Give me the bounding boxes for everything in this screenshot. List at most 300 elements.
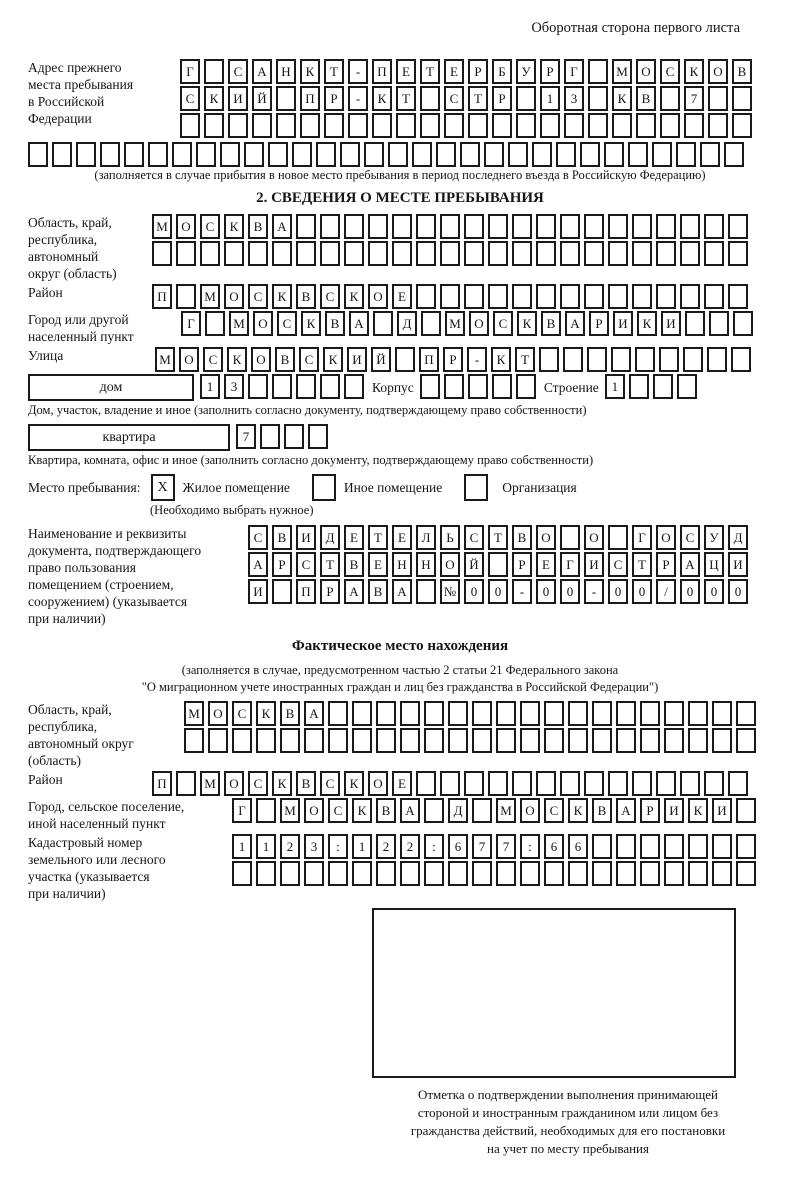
char-box: [416, 214, 436, 239]
registration-mark-caption: Отметка о подтверждении выполнения принимающей стороной и иностранным гражданином или лицом без гражданства действий, необходимых для его постановки на учет по месту пребывания: [410, 1087, 726, 1156]
dwelling-checkbox: X: [151, 474, 175, 501]
char-box: [516, 86, 536, 111]
char-box: [512, 241, 532, 266]
char-box: [320, 374, 340, 399]
document-label: Наименование и реквизиты документа, подтверждающего право пользования помещением (строением, сооружением) (указывается при наличии): [28, 526, 202, 626]
char-box: [176, 241, 196, 266]
char-box: С: [232, 701, 252, 726]
region-row: [28, 214, 772, 282]
char-box: [416, 771, 436, 796]
char-box: [420, 86, 440, 111]
char-box: 1: [605, 374, 625, 399]
char-box: [496, 701, 516, 726]
char-box: [540, 113, 560, 138]
char-box: С: [277, 311, 297, 336]
char-box: [204, 113, 224, 138]
char-box: Т: [515, 347, 535, 372]
document-cells: [248, 525, 752, 606]
char-box: [328, 701, 348, 726]
char-box: [632, 241, 652, 266]
char-box: В: [296, 284, 316, 309]
dwelling-option-label: Жилое помещение: [182, 480, 290, 495]
char-box: [677, 374, 697, 399]
char-box: [400, 701, 420, 726]
char-box: К: [612, 86, 632, 111]
char-box: [412, 142, 432, 167]
char-box: О: [253, 311, 273, 336]
char-box: [232, 728, 252, 753]
char-box: [52, 142, 72, 167]
char-box: [444, 374, 464, 399]
char-box: [664, 834, 684, 859]
char-box: [664, 861, 684, 886]
char-box: О: [440, 552, 460, 577]
char-box: С: [248, 284, 268, 309]
char-box: Т: [420, 59, 440, 84]
structure-cells: [605, 374, 701, 399]
char-box: [728, 284, 748, 309]
char-box: [424, 728, 444, 753]
char-box: [656, 771, 676, 796]
char-box: С: [680, 525, 700, 550]
char-box: 1: [352, 834, 372, 859]
char-box: 0: [560, 579, 580, 604]
char-box: Г: [560, 552, 580, 577]
char-box: -: [348, 86, 368, 111]
char-box: [608, 284, 628, 309]
char-box: [472, 701, 492, 726]
other-premises-option-label: Иное помещение: [343, 480, 443, 495]
char-box: [616, 834, 636, 859]
char-box: [352, 701, 372, 726]
char-box: К: [256, 701, 276, 726]
previous-address-row-4: [28, 142, 772, 167]
char-box: [688, 728, 708, 753]
char-box: [560, 771, 580, 796]
char-box: О: [224, 771, 244, 796]
char-box: Е: [368, 552, 388, 577]
char-box: [728, 214, 748, 239]
char-box: [560, 214, 580, 239]
char-box: [688, 834, 708, 859]
char-box: С: [228, 59, 248, 84]
char-box: [460, 142, 480, 167]
char-box: [560, 241, 580, 266]
char-box: 0: [632, 579, 652, 604]
char-box: [736, 834, 756, 859]
char-box: [632, 284, 652, 309]
char-box: [520, 728, 540, 753]
char-box: [252, 113, 272, 138]
char-box: К: [637, 311, 657, 336]
char-box: С: [464, 525, 484, 550]
char-box: [248, 374, 268, 399]
char-box: [592, 834, 612, 859]
char-box: 3: [304, 834, 324, 859]
char-box: И: [661, 311, 681, 336]
char-box: :: [424, 834, 444, 859]
char-box: [516, 374, 536, 399]
char-box: А: [400, 798, 420, 823]
char-box: [708, 86, 728, 111]
char-box: [200, 241, 220, 266]
char-box: А: [349, 311, 369, 336]
apartment-number-cells: [236, 424, 332, 449]
char-box: 0: [680, 579, 700, 604]
char-box: П: [152, 771, 172, 796]
char-box: А: [392, 579, 412, 604]
char-box: Д: [728, 525, 748, 550]
previous-address-row-2: [180, 86, 756, 111]
city-label: Город или другой населенный пункт: [28, 312, 134, 344]
char-box: С: [444, 86, 464, 111]
char-box: Т: [468, 86, 488, 111]
char-box: [685, 311, 705, 336]
street-row: [28, 347, 772, 372]
char-box: [632, 214, 652, 239]
char-box: Л: [416, 525, 436, 550]
char-box: [344, 214, 364, 239]
char-box: [348, 113, 368, 138]
fact-region-label: Область, край, республика, автономный округ (область): [28, 702, 134, 768]
char-box: Г: [180, 59, 200, 84]
char-box: П: [372, 59, 392, 84]
apartment-note: Квартира, комната, офис и иное (заполнить согласно документу, подтверждающему право собственности): [28, 453, 594, 467]
previous-address-note: (заполняется в случае прибытия в новое место пребывания в период последнего въезда в Российскую Федерацию): [94, 168, 706, 182]
char-box: 1: [256, 834, 276, 859]
char-box: [704, 214, 724, 239]
char-box: [416, 284, 436, 309]
char-box: [224, 241, 244, 266]
char-box: [392, 241, 412, 266]
char-box: Р: [492, 86, 512, 111]
char-box: [608, 214, 628, 239]
char-box: В: [592, 798, 612, 823]
char-box: [676, 142, 696, 167]
char-box: [300, 113, 320, 138]
char-box: [640, 728, 660, 753]
char-box: А: [565, 311, 585, 336]
actual-location-note-1: (заполняется в случае, предусмотренном частью 2 статьи 21 Федерального закона: [181, 663, 619, 677]
char-box: [580, 142, 600, 167]
char-box: М: [184, 701, 204, 726]
char-box: Н: [392, 552, 412, 577]
district-row: [28, 284, 772, 309]
char-box: У: [704, 525, 724, 550]
char-box: В: [512, 525, 532, 550]
char-box: С: [320, 284, 340, 309]
char-box: [680, 284, 700, 309]
char-box: [205, 311, 225, 336]
char-box: К: [227, 347, 247, 372]
char-box: Р: [320, 579, 340, 604]
char-box: [272, 241, 292, 266]
char-box: [616, 728, 636, 753]
char-box: И: [664, 798, 684, 823]
char-box: [280, 728, 300, 753]
char-box: К: [372, 86, 392, 111]
char-box: Г: [181, 311, 201, 336]
char-box: [208, 728, 228, 753]
char-box: К: [517, 311, 537, 336]
char-box: О: [656, 525, 676, 550]
char-box: О: [208, 701, 228, 726]
char-box: [448, 701, 468, 726]
char-box: О: [224, 284, 244, 309]
char-box: Е: [344, 525, 364, 550]
char-box: [424, 701, 444, 726]
char-box: [176, 284, 196, 309]
char-box: Ц: [704, 552, 724, 577]
char-box: О: [368, 284, 388, 309]
char-box: -: [512, 579, 532, 604]
organization-option-label: Организация: [502, 480, 577, 495]
char-box: [544, 701, 564, 726]
char-box: [640, 701, 660, 726]
char-box: [712, 701, 732, 726]
char-box: К: [301, 311, 321, 336]
char-box: [680, 214, 700, 239]
char-box: [260, 424, 280, 449]
char-box: [396, 113, 416, 138]
char-box: [612, 113, 632, 138]
char-box: М: [200, 284, 220, 309]
char-box: [608, 771, 628, 796]
char-box: С: [299, 347, 319, 372]
char-box: [395, 347, 415, 372]
char-box: Т: [396, 86, 416, 111]
char-box: [704, 284, 724, 309]
char-box: Т: [368, 525, 388, 550]
char-box: [584, 771, 604, 796]
char-box: С: [248, 525, 268, 550]
house-note: Дом, участок, владение и иное (заполнить согласно документу, подтверждающему право собственности): [28, 403, 587, 417]
char-box: [272, 374, 292, 399]
char-box: [316, 142, 336, 167]
char-box: 0: [728, 579, 748, 604]
registration-mark-area: [370, 908, 766, 1158]
char-box: [724, 142, 744, 167]
char-box: [564, 113, 584, 138]
cadastral-label: Кадастровый номер земельного или лесного участка (указывается при наличии): [28, 835, 166, 901]
char-box: Е: [444, 59, 464, 84]
char-box: Р: [468, 59, 488, 84]
char-box: П: [300, 86, 320, 111]
char-box: [176, 771, 196, 796]
char-box: [544, 728, 564, 753]
char-box: [736, 701, 756, 726]
char-box: [448, 728, 468, 753]
char-box: [635, 347, 655, 372]
char-box: О: [469, 311, 489, 336]
char-box: К: [568, 798, 588, 823]
document-row-1: [248, 525, 752, 550]
char-box: А: [248, 552, 268, 577]
char-box: [563, 347, 583, 372]
char-box: [632, 771, 652, 796]
char-box: О: [304, 798, 324, 823]
char-box: [680, 241, 700, 266]
char-box: [424, 798, 444, 823]
actual-location-note-2: "О миграционном учете иностранных граждан и лиц без гражданства в Российской Федерации"): [141, 680, 659, 694]
char-box: [373, 311, 393, 336]
apartment-row: [28, 424, 772, 451]
char-box: Й: [464, 552, 484, 577]
region-label: Область, край, республика, автономный округ (область): [28, 215, 117, 281]
char-box: [732, 86, 752, 111]
document-row-3: [248, 579, 752, 604]
previous-address-cells: [180, 59, 756, 140]
char-box: О: [368, 771, 388, 796]
char-box: 7: [684, 86, 704, 111]
char-box: К: [684, 59, 704, 84]
char-box: В: [280, 701, 300, 726]
char-box: Р: [656, 552, 676, 577]
char-box: [256, 798, 276, 823]
char-box: [464, 214, 484, 239]
char-box: В: [376, 798, 396, 823]
char-box: [520, 701, 540, 726]
district-cells: [152, 284, 752, 309]
char-box: К: [688, 798, 708, 823]
char-box: О: [536, 525, 556, 550]
char-box: [536, 214, 556, 239]
char-box: Б: [492, 59, 512, 84]
char-box: С: [320, 771, 340, 796]
char-box: [28, 142, 48, 167]
char-box: [516, 113, 536, 138]
char-box: [660, 113, 680, 138]
char-box: С: [180, 86, 200, 111]
char-box: О: [179, 347, 199, 372]
previous-address-row-3: [180, 113, 756, 138]
char-box: [468, 374, 488, 399]
char-box: О: [176, 214, 196, 239]
char-box: [376, 728, 396, 753]
char-box: М: [280, 798, 300, 823]
char-box: [584, 284, 604, 309]
char-box: [733, 311, 753, 336]
char-box: К: [344, 284, 364, 309]
char-box: [472, 798, 492, 823]
char-box: Н: [276, 59, 296, 84]
region-cells: [152, 214, 752, 268]
previous-address-label: Адрес прежнего места пребывания в Российской Федерации: [28, 60, 134, 126]
char-box: [320, 241, 340, 266]
char-box: [416, 241, 436, 266]
char-box: Р: [540, 59, 560, 84]
char-box: [392, 214, 412, 239]
char-box: Р: [640, 798, 660, 823]
structure-label: Строение: [543, 380, 599, 395]
char-box: П: [296, 579, 316, 604]
char-box: 0: [488, 579, 508, 604]
char-box: [712, 834, 732, 859]
char-box: [464, 284, 484, 309]
street-cells: [155, 347, 755, 372]
char-box: И: [296, 525, 316, 550]
registration-mark-box: [372, 908, 736, 1078]
char-box: И: [728, 552, 748, 577]
char-box: [368, 214, 388, 239]
char-box: [656, 284, 676, 309]
char-box: [308, 424, 328, 449]
char-box: М: [612, 59, 632, 84]
char-box: :: [328, 834, 348, 859]
char-box: 3: [224, 374, 244, 399]
char-box: [588, 113, 608, 138]
char-box: [616, 861, 636, 886]
char-box: В: [368, 579, 388, 604]
char-box: -: [348, 59, 368, 84]
char-box: [712, 861, 732, 886]
house-row: [28, 374, 772, 401]
char-box: В: [732, 59, 752, 84]
char-box: [420, 374, 440, 399]
char-box: [232, 861, 252, 886]
page-side-note: Оборотная сторона первого листа: [531, 20, 740, 36]
char-box: [376, 701, 396, 726]
char-box: А: [304, 701, 324, 726]
char-box: [512, 771, 532, 796]
char-box: [604, 142, 624, 167]
char-box: Д: [448, 798, 468, 823]
city-cells: [181, 311, 757, 336]
char-box: [568, 861, 588, 886]
char-box: В: [275, 347, 295, 372]
char-box: М: [155, 347, 175, 372]
char-box: [568, 701, 588, 726]
char-box: [488, 771, 508, 796]
char-box: [228, 113, 248, 138]
char-box: [732, 113, 752, 138]
char-box: В: [248, 214, 268, 239]
char-box: [272, 579, 292, 604]
stay-place-label: Место пребывания:: [28, 480, 141, 495]
char-box: [616, 701, 636, 726]
document-row-2: [248, 552, 752, 577]
char-box: [448, 861, 468, 886]
char-box: [536, 771, 556, 796]
char-box: [324, 113, 344, 138]
region-row-2: [152, 241, 752, 266]
char-box: Г: [632, 525, 652, 550]
char-box: 0: [464, 579, 484, 604]
char-box: [496, 728, 516, 753]
char-box: [736, 798, 756, 823]
char-box: [584, 241, 604, 266]
char-box: С: [608, 552, 628, 577]
char-box: А: [344, 579, 364, 604]
char-box: [640, 861, 660, 886]
char-box: [628, 142, 648, 167]
char-box: [424, 861, 444, 886]
char-box: 3: [564, 86, 584, 111]
char-box: К: [272, 771, 292, 796]
char-box: К: [204, 86, 224, 111]
previous-address-row-1: [180, 59, 756, 84]
char-box: П: [152, 284, 172, 309]
char-box: [172, 142, 192, 167]
char-box: И: [248, 579, 268, 604]
char-box: [659, 347, 679, 372]
char-box: О: [708, 59, 728, 84]
char-box: О: [520, 798, 540, 823]
char-box: [488, 214, 508, 239]
char-box: Т: [324, 59, 344, 84]
char-box: [472, 728, 492, 753]
fact-city-row: [28, 798, 772, 832]
